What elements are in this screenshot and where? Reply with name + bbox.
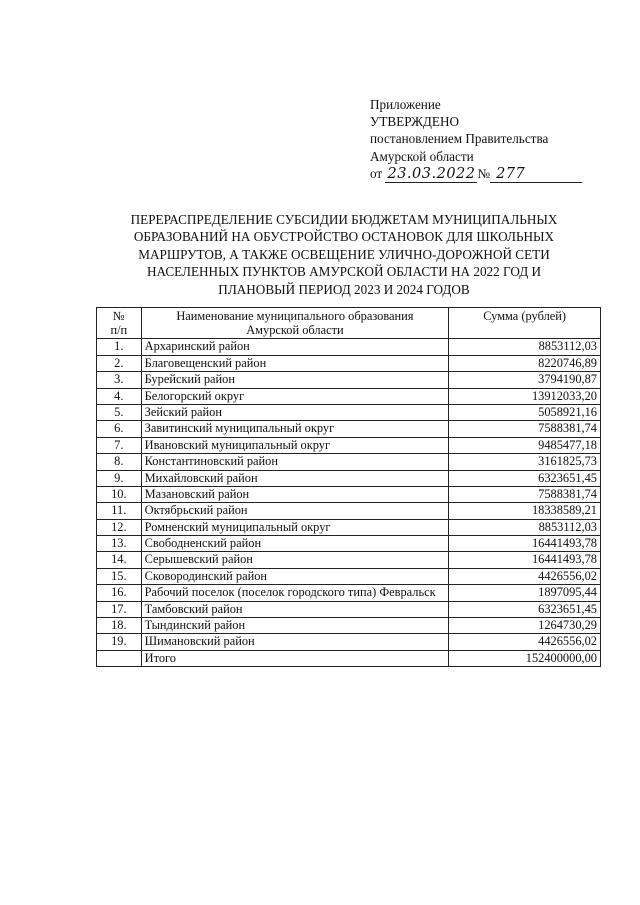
row-sum: 3161825,73 (449, 454, 601, 470)
row-number: 15. (97, 568, 142, 584)
row-sum: 6323651,45 (449, 601, 601, 617)
table-row (97, 519, 601, 535)
title-line: ОБРАЗОВАНИЙ НА ОБУСТРОЙСТВО ОСТАНОВОК ДЛЯ ШКОЛЬНЫХ (133, 229, 555, 245)
appendix-label: Приложение (370, 97, 441, 112)
table-row (97, 355, 601, 371)
table-row (97, 372, 601, 388)
header-number (97, 308, 142, 339)
table-row (97, 552, 601, 568)
row-name: Михайловский район (141, 470, 449, 486)
header-sum: Сумма (рублей) (449, 308, 601, 339)
row-number: 7. (97, 437, 142, 453)
row-name: Сковородинский район (141, 568, 449, 584)
table-row (97, 634, 601, 650)
row-sum: 18338589,21 (449, 503, 601, 519)
table-row (97, 486, 601, 502)
row-sum: 152400000,00 (449, 650, 601, 666)
row-name: Белогорский округ (141, 388, 449, 404)
row-name: Тамбовский район (141, 601, 449, 617)
row-sum: 8853112,03 (449, 519, 601, 535)
table-row (97, 536, 601, 552)
header-number-line2: п/п (110, 323, 128, 338)
number-label: № (477, 165, 491, 181)
subsidy-table (96, 307, 601, 667)
row-number: 11. (97, 503, 142, 519)
table-row (97, 454, 601, 470)
row-name: Зейский район (141, 404, 449, 420)
header-number-line1: № (112, 309, 125, 323)
row-sum: 9485477,18 (449, 437, 601, 453)
handwritten-number: 277 (490, 167, 582, 183)
title-line: ПЛАНОВЫЙ ПЕРИОД 2023 И 2024 ГОДОВ (218, 281, 470, 297)
row-number: 9. (97, 470, 142, 486)
row-number: 13. (97, 536, 142, 552)
row-number: 5. (97, 404, 142, 420)
row-name: Мазановский район (141, 486, 449, 502)
row-name: Бурейский район (141, 372, 449, 388)
handwritten-date: 23.03.2022 (387, 165, 476, 182)
row-number: 16. (97, 585, 142, 601)
row-name: Серышевский район (141, 552, 449, 568)
row-number: 14. (97, 552, 142, 568)
row-sum: 8220746,89 (449, 355, 601, 371)
row-sum: 5058921,16 (449, 404, 601, 420)
table-row (97, 503, 601, 519)
row-number: 19. (97, 634, 142, 650)
row-number: 17. (97, 601, 142, 617)
row-sum: 16441493,78 (449, 536, 601, 552)
region-label: Амурской области (370, 148, 474, 164)
table-header-row (97, 308, 601, 339)
approval-stamp (370, 96, 582, 183)
row-sum: 7588381,74 (449, 421, 601, 437)
resolution-label: постановлением Правительства (370, 131, 549, 147)
date-number-line (370, 165, 582, 183)
row-sum: 8853112,03 (449, 339, 601, 355)
table-row (97, 404, 601, 420)
row-number: 10. (97, 486, 142, 502)
row-number: 6. (97, 421, 142, 437)
header-name-line2: Амурской области (246, 323, 344, 338)
row-name: Архаринский район (141, 339, 449, 355)
table-row (97, 437, 601, 453)
table-row (97, 585, 601, 601)
table-row (97, 421, 601, 437)
from-label: от (370, 165, 383, 181)
row-sum: 13912033,20 (449, 388, 601, 404)
title-line: МАРШРУТОВ, А ТАКЖЕ ОСВЕЩЕНИЕ УЛИЧНО-ДОРОЖНОЙ СЕТИ (138, 246, 550, 262)
row-sum: 16441493,78 (449, 552, 601, 568)
table-row (97, 618, 601, 634)
row-sum: 1897095,44 (449, 585, 601, 601)
row-sum: 1264730,29 (449, 618, 601, 634)
row-sum: 3794190,87 (449, 372, 601, 388)
title-line: НАСЕЛЕННЫХ ПУНКТОВ АМУРСКОЙ ОБЛАСТИ НА 2022 ГОД И (146, 264, 542, 280)
row-name: Рабочий поселок (поселок городского типа) Февральск (141, 585, 449, 601)
row-sum: 7588381,74 (449, 486, 601, 502)
row-name: Ивановский муниципальный округ (141, 437, 449, 453)
row-name: Благовещенский район (141, 355, 449, 371)
approved-label: УТВЕРЖДЕНО (370, 114, 460, 130)
document-title (104, 211, 584, 298)
table-row (97, 388, 601, 404)
row-sum: 4426556,02 (449, 568, 601, 584)
row-number (97, 650, 142, 666)
row-name: Итого (141, 650, 449, 666)
row-number: 8. (97, 454, 142, 470)
row-name: Константиновский район (141, 454, 449, 470)
row-name: Свободненский район (141, 536, 449, 552)
row-number: 2. (97, 355, 142, 371)
header-name-line1: Наименование муниципального образования (176, 309, 414, 323)
table-row (97, 470, 601, 486)
row-name: Тындинский район (141, 618, 449, 634)
table-total-row (97, 650, 601, 666)
table-row (97, 568, 601, 584)
title-line: ПЕРЕРАСПРЕДЕЛЕНИЕ СУБСИДИИ БЮДЖЕТАМ МУНИЦИПАЛЬНЫХ (130, 212, 558, 227)
row-sum: 4426556,02 (449, 634, 601, 650)
row-sum: 6323651,45 (449, 470, 601, 486)
row-name: Ромненский муниципальный округ (141, 519, 449, 535)
row-name: Завитинский муниципальный округ (141, 421, 449, 437)
row-number: 3. (97, 372, 142, 388)
row-number: 12. (97, 519, 142, 535)
row-number: 18. (97, 618, 142, 634)
table-row (97, 601, 601, 617)
row-number: 4. (97, 388, 142, 404)
header-name (141, 308, 449, 339)
table-row (97, 339, 601, 355)
row-number: 1. (97, 339, 142, 355)
row-name: Шимановский район (141, 634, 449, 650)
row-name: Октябрьский район (141, 503, 449, 519)
